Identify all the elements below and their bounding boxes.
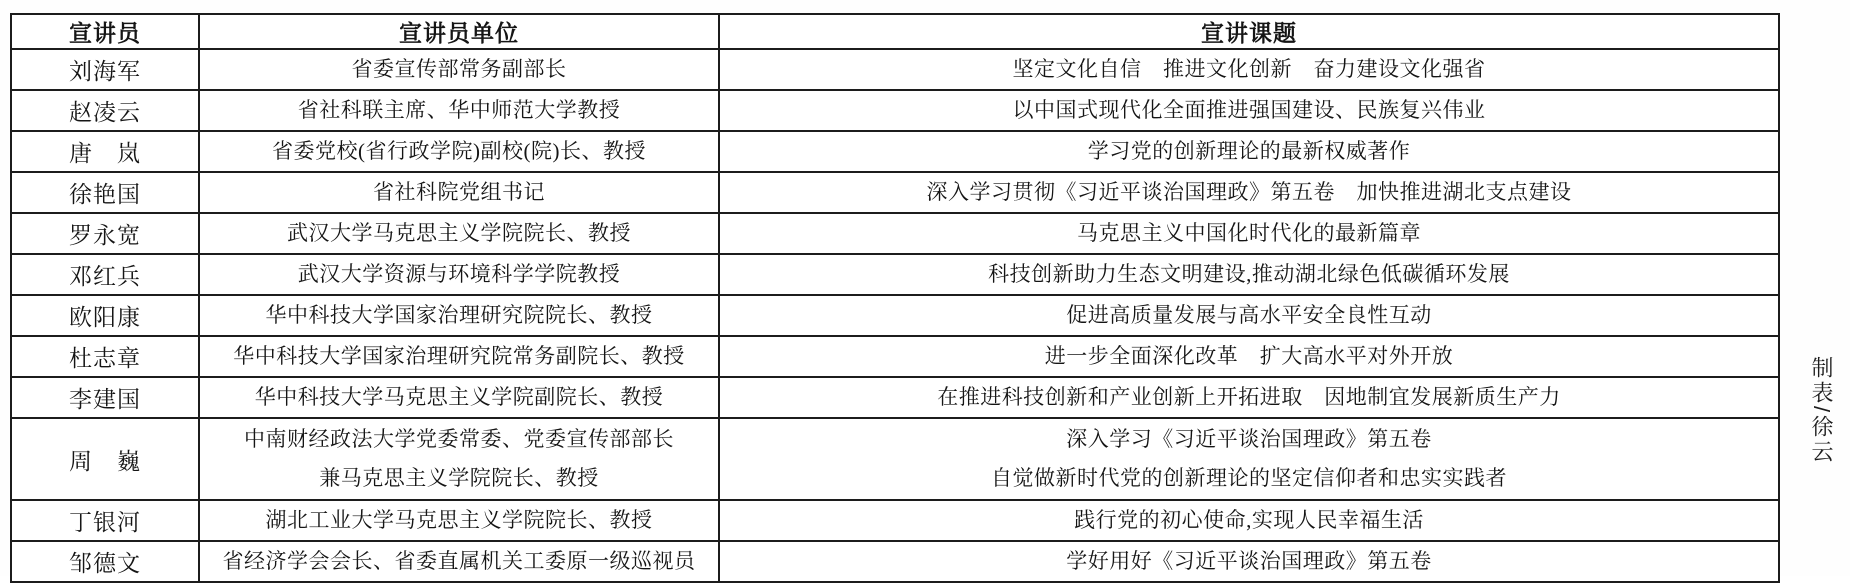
speaker-topic xyxy=(719,500,1779,541)
speaker-name: 徐艳国 xyxy=(11,172,199,213)
speaker-roster-table xyxy=(10,13,1780,583)
speaker-name: 周 巍 xyxy=(11,418,199,500)
unit-line: 省社科联主席、华中师范大学教授 xyxy=(297,98,621,122)
unit-line: 省委党校(省行政学院)副校(院)长、教授 xyxy=(272,139,646,163)
unit-line: 武汉大学资源与环境科学学院教授 xyxy=(297,262,621,286)
topic-line: 自觉做新时代党的创新理论的坚定信仰者和忠实实践者 xyxy=(991,466,1507,490)
speaker-unit xyxy=(199,90,719,131)
topic-line: 马克思主义中国化时代化的最新篇章 xyxy=(1077,221,1421,245)
speaker-topic xyxy=(719,254,1779,295)
topic-line: 以中国式现代化全面推进强国建设、民族复兴伟业 xyxy=(1012,98,1486,122)
topic-line: 学习党的创新理论的最新权威著作 xyxy=(1087,139,1411,163)
topic-line: 在推进科技创新和产业创新上开拓进取 因地制宜发展新质生产力 xyxy=(937,385,1561,409)
speaker-unit xyxy=(199,131,719,172)
speaker-unit xyxy=(199,377,719,418)
unit-line: 华中科技大学国家治理研究院常务副院长、教授 xyxy=(233,344,685,368)
unit-line: 兼马克思主义学院院长、教授 xyxy=(319,466,599,490)
unit-line: 省社科院党组书记 xyxy=(373,180,545,204)
unit-line: 武汉大学马克思主义学院院长、教授 xyxy=(287,221,631,245)
topic-line: 坚定文化自信 推进文化创新 奋力建设文化强省 xyxy=(1012,57,1486,81)
speaker-unit xyxy=(199,49,719,90)
speaker-name: 丁银河 xyxy=(11,500,199,541)
column-header-speaker: 宣讲员 xyxy=(11,14,199,49)
table-credit: 制表/徐云 xyxy=(1809,356,1834,466)
topic-line: 践行党的初心使命,实现人民幸福生活 xyxy=(1074,508,1424,532)
unit-line: 华中科技大学马克思主义学院副院长、教授 xyxy=(254,385,664,409)
unit-line: 中南财经政法大学党委常委、党委宣传部部长 xyxy=(244,427,674,451)
speaker-name: 李建国 xyxy=(11,377,199,418)
table-row xyxy=(11,90,1779,131)
speaker-topic xyxy=(719,131,1779,172)
table-row xyxy=(11,49,1779,90)
speaker-name: 唐 岚 xyxy=(11,131,199,172)
table-row xyxy=(11,172,1779,213)
table-row xyxy=(11,336,1779,377)
speaker-unit xyxy=(199,213,719,254)
speaker-topic xyxy=(719,90,1779,131)
table-row xyxy=(11,254,1779,295)
topic-line: 科技创新助力生态文明建设,推动湖北绿色低碳循环发展 xyxy=(988,262,1510,286)
speaker-name: 邓红兵 xyxy=(11,254,199,295)
speaker-unit xyxy=(199,254,719,295)
unit-line: 省经济学会会长、省委直属机关工委原一级巡视员 xyxy=(222,549,696,573)
column-header-topic: 宣讲课题 xyxy=(719,14,1779,49)
table-row xyxy=(11,295,1779,336)
speaker-unit xyxy=(199,500,719,541)
speaker-topic xyxy=(719,295,1779,336)
speaker-topic xyxy=(719,336,1779,377)
speaker-name: 罗永宽 xyxy=(11,213,199,254)
speaker-topic xyxy=(719,377,1779,418)
table-row xyxy=(11,213,1779,254)
table-row xyxy=(11,377,1779,418)
speaker-topic xyxy=(719,418,1779,500)
speaker-name: 欧阳康 xyxy=(11,295,199,336)
table-row xyxy=(11,131,1779,172)
speaker-topic xyxy=(719,213,1779,254)
header-row xyxy=(11,14,1779,49)
speaker-name: 赵凌云 xyxy=(11,90,199,131)
speaker-topic xyxy=(719,172,1779,213)
speaker-name: 刘海军 xyxy=(11,49,199,90)
speaker-topic xyxy=(719,49,1779,90)
speaker-unit xyxy=(199,336,719,377)
speaker-unit xyxy=(199,295,719,336)
speaker-unit xyxy=(199,418,719,500)
unit-line: 省委宣传部常务副部长 xyxy=(351,57,567,81)
topic-line: 深入学习贯彻《习近平谈治国理政》第五卷 加快推进湖北支点建设 xyxy=(926,180,1572,204)
table-row xyxy=(11,418,1779,500)
unit-line: 华中科技大学国家治理研究院院长、教授 xyxy=(265,303,653,327)
topic-line: 进一步全面深化改革 扩大高水平对外开放 xyxy=(1044,344,1454,368)
speaker-unit xyxy=(199,172,719,213)
topic-line: 促进高质量发展与高水平安全良性互动 xyxy=(1066,303,1432,327)
topic-line: 学好用好《习近平谈治国理政》第五卷 xyxy=(1066,549,1432,573)
speaker-name: 杜志章 xyxy=(11,336,199,377)
unit-line: 湖北工业大学马克思主义学院院长、教授 xyxy=(265,508,653,532)
speaker-name: 邹德文 xyxy=(11,541,199,582)
table-row xyxy=(11,500,1779,541)
column-header-unit: 宣讲员单位 xyxy=(199,14,719,49)
topic-line: 深入学习《习近平谈治国理政》第五卷 xyxy=(1066,427,1432,451)
